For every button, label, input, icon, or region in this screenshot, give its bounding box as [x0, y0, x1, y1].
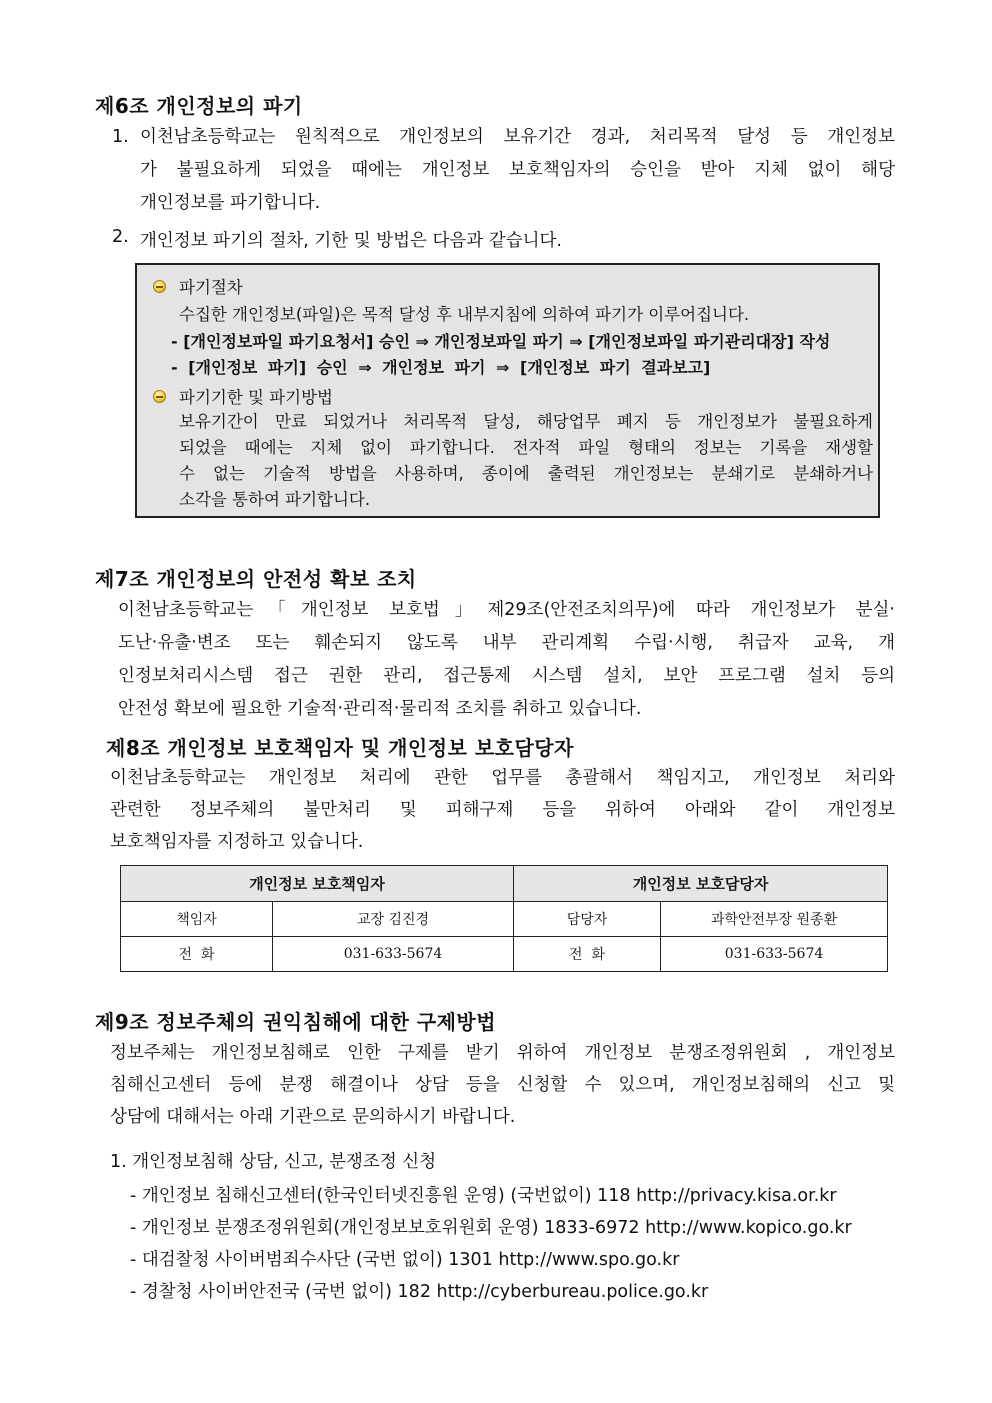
article-6-title: 제6조 개인정보의 파기	[95, 94, 303, 118]
table-header-manager: 개인정보 보호담당자	[514, 866, 888, 902]
article-6-item-1-line: 개인정보를 파기합니다.	[140, 193, 321, 213]
table-cell: 전 화	[121, 937, 273, 972]
article-8-line: 관련한 정보주체의 불만처리 및 피해구제 등을 위하여 아래와 같이 개인정보	[110, 800, 895, 820]
table-cell: 031-633-5674	[273, 937, 514, 972]
destruction-procedure-box	[135, 263, 880, 518]
method-text-line: 수 없는 기술적 방법을 사용하며, 종이에 출력된 개인정보는 분쇄기로 분쇄하거나	[179, 464, 873, 483]
agency-list-item: - 개인정보 분쟁조정위원회(개인정보보호위원회 운영) 1833-6972 http://www.kopico.go.kr	[130, 1218, 852, 1238]
method-heading: 파기기한 및 파기방법	[179, 388, 333, 407]
agency-list-item: - 대검찰청 사이버범죄수사단 (국번 없이) 1301 http://www.spo.go.kr	[130, 1250, 680, 1270]
table-cell: 책임자	[121, 902, 273, 937]
article-6-item-2: 개인정보 파기의 절차, 기한 및 방법은 다음과 같습니다.	[140, 231, 562, 251]
article-9-line: 정보주체는 개인정보침해로 인한 구제를 받기 위하여 개인정보 분쟁조정위원회 , 개인정보	[110, 1043, 895, 1063]
article-7-line: 인정보처리시스템 접근 권한 관리, 접근통제 시스템 설치, 보안 프로그램 설치 등의	[118, 666, 895, 686]
article-8-line: 이천남초등학교는 개인정보 처리에 관한 업무를 총괄해서 책임지고, 개인정보 처리와	[110, 768, 895, 788]
table-cell: 전 화	[514, 937, 661, 972]
procedure-step: - [개인정보 파기] 승인 ⇒ 개인정보 파기 ⇒ [개인정보 파기 결과보고]	[171, 358, 711, 377]
table-cell: 과학안전부장 원종환	[661, 902, 888, 937]
procedure-step: - [개인정보파일 파기요청서] 승인 ⇒ 개인정보파일 파기 ⇒ [개인정보파일 파기관리대장] 작성	[171, 332, 831, 351]
table-row	[121, 937, 888, 972]
bullet-icon	[153, 280, 166, 293]
agency-list-item: - 경찰청 사이버안전국 (국번 없이) 182 http://cyberbureau.police.go.kr	[130, 1282, 709, 1302]
procedure-heading: 파기절차	[179, 278, 243, 297]
article-7-title: 제7조 개인정보의 안전성 확보 조치	[95, 567, 417, 591]
article-7-line: 안전성 확보에 필요한 기술적‧관리적‧물리적 조치를 취하고 있습니다.	[118, 699, 642, 719]
table-row	[121, 902, 888, 937]
item-number: 1.	[112, 127, 129, 147]
item-number: 2.	[112, 227, 129, 247]
method-text-line: 보유기간이 만료 되었거나 처리목적 달성, 해당업무 폐지 등 개인정보가 불필요하게	[179, 412, 873, 431]
method-text-line: 소각을 통하여 파기합니다.	[179, 490, 371, 509]
article-9-line: 침해신고센터 등에 분쟁 해결이나 상담 등을 신청할 수 있으며, 개인정보침해의 신고 및	[110, 1075, 895, 1095]
agency-list-item: - 개인정보 침해신고센터(한국인터넷진흥원 운영) (국번없이) 118 http://privacy.kisa.or.kr	[130, 1186, 837, 1206]
table-cell: 031-633-5674	[661, 937, 888, 972]
article-8-title: 제8조 개인정보 보호책임자 및 개인정보 보호담당자	[106, 736, 574, 760]
method-text-line: 되었을 때에는 지체 없이 파기합니다. 전자적 파일 형태의 정보는 기록을 재생할	[179, 438, 873, 457]
bullet-icon	[153, 390, 166, 403]
table-cell: 교장 김진경	[273, 902, 514, 937]
article-9-line: 상담에 대해서는 아래 기관으로 문의하시기 바랍니다.	[110, 1107, 516, 1127]
article-6-item-1-line: 이천남초등학교는 원칙적으로 개인정보의 보유기간 경과, 처리목적 달성 등 개인정보	[140, 127, 895, 147]
privacy-officer-table	[120, 865, 888, 972]
table-header-row	[121, 866, 888, 902]
procedure-text: 수집한 개인정보(파일)은 목적 달성 후 내부지침에 의하여 파기가 이루어집니다.	[179, 305, 750, 324]
article-8-line: 보호책임자를 지정하고 있습니다.	[110, 832, 364, 852]
table-header-officer: 개인정보 보호책임자	[121, 866, 514, 902]
article-9-item-1: 1. 개인정보침해 상담, 신고, 분쟁조정 신청	[110, 1152, 437, 1172]
article-9-title: 제9조 정보주체의 권익침해에 대한 구제방법	[95, 1010, 497, 1034]
article-7-line: 도난‧유출‧변조 또는 훼손되지 않도록 내부 관리계획 수립‧시행, 취급자 교육, 개	[118, 633, 895, 653]
table-cell: 담당자	[514, 902, 661, 937]
article-7-line: 이천남초등학교는「개인정보 보호법」제29조(안전조치의무)에 따라 개인정보가 분실‧	[118, 600, 895, 620]
article-6-item-1-line: 가 불필요하게 되었을 때에는 개인정보 보호책임자의 승인을 받아 지체 없이 해당	[140, 160, 895, 180]
